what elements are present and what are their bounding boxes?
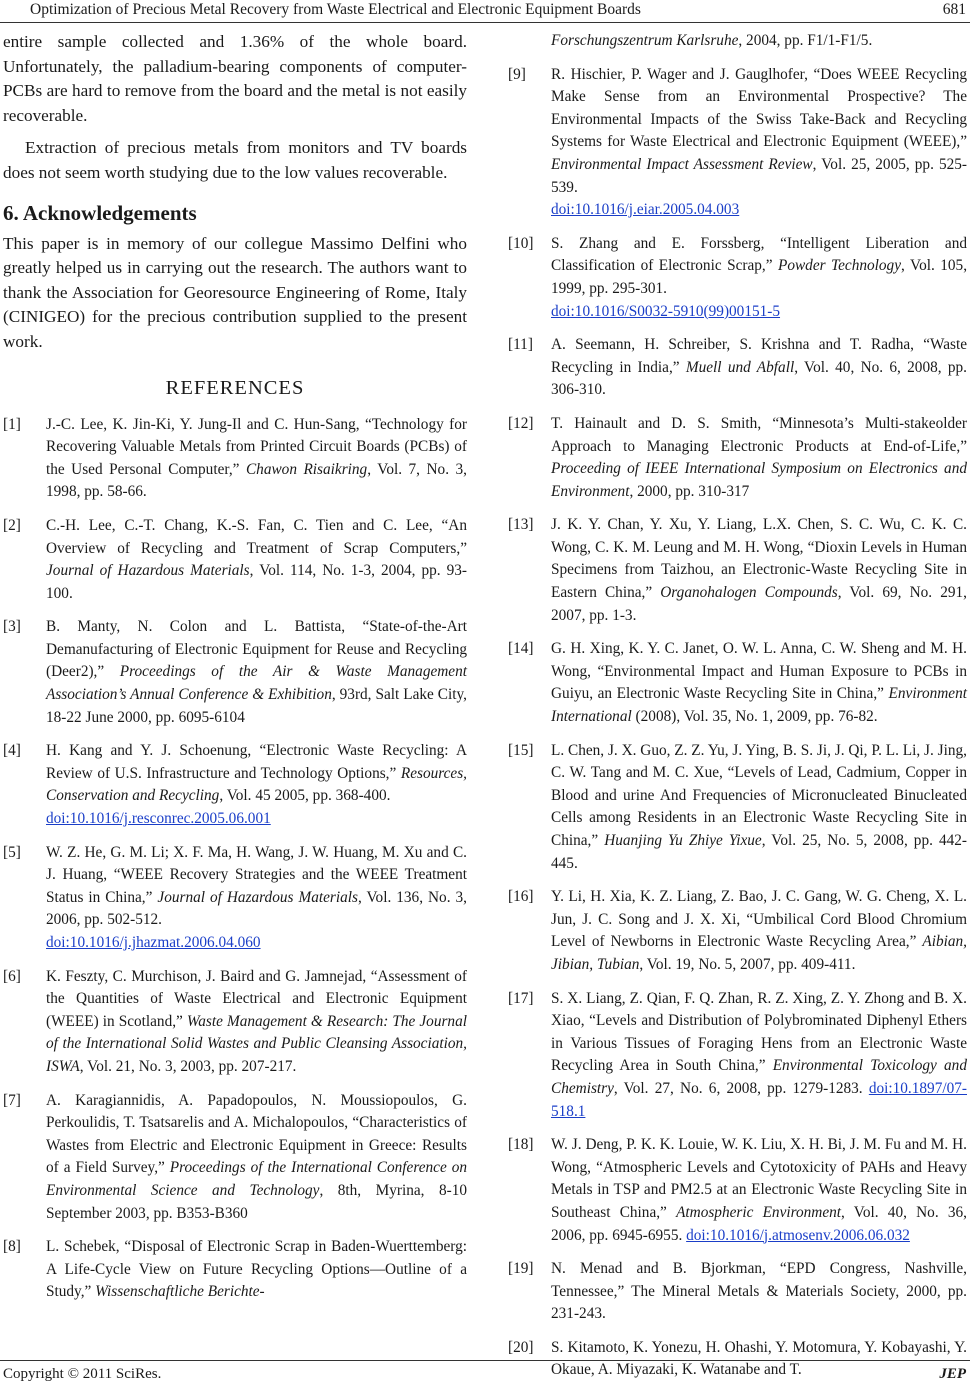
reference-item bbox=[508, 988, 967, 1124]
reference-details: , Vol. 7, No. 3, 1998, pp. 58-66. bbox=[46, 460, 467, 501]
reference-item bbox=[508, 1258, 967, 1326]
reference-journal: Wissenschaftliche Berichte- bbox=[95, 1283, 265, 1301]
reference-authors-title: S. Kitamoto, K. Yonezu, H. Ohashi, Y. Motomura, Y. Kobayashi, Y. Okaue, A. Miyazaki, K. Watanabe and T. bbox=[551, 1338, 967, 1379]
references-heading: REFERENCES bbox=[165, 376, 305, 399]
reference-item bbox=[508, 1134, 967, 1247]
reference-number: [5] bbox=[3, 843, 21, 861]
reference-number: [17] bbox=[508, 989, 534, 1007]
reference-journal: Forschungszentrum Karlsruhe bbox=[551, 32, 739, 49]
reference-number: [7] bbox=[3, 1091, 21, 1109]
reference-details: , Vol. 25, 2005, pp. 525-539. bbox=[551, 155, 967, 196]
reference-journal: Proceedings of the International Conference on Environmental Science and Technology bbox=[46, 1159, 467, 1199]
doi-link[interactable]: doi:10.1897/07-518.1 bbox=[551, 1079, 967, 1120]
reference-journal: Organohalogen Compounds bbox=[660, 584, 838, 602]
reference-details: (2008), Vol. 35, No. 1, 2009, pp. 76-82. bbox=[631, 708, 878, 726]
reference-journal: Chawon Risaikring bbox=[245, 460, 368, 478]
left-column bbox=[3, 30, 467, 1315]
reference-authors-title: B. Manty, N. Colon and L. Battista, “State-of-the-Art Demanufacturing of Electronic Equipment for Reuse and Recycling (Deer2),” bbox=[46, 618, 467, 681]
reference-details: , Vol. 69, No. 291, 2007, pp. 1-3. bbox=[551, 584, 967, 624]
reference-item bbox=[508, 514, 967, 627]
reference-authors-title: R. Hischier, P. Wager and J. Gauglhofer, “Does WEEE Recycling Make Sense from an Environmental Prospective? The Environmental Impacts of the Swiss Take-Back and Recycling Systems for Waste Electrical and Electronic Equipment (WEEE),” bbox=[551, 65, 967, 151]
reference-authors-title: K. Feszty, C. Murchison, J. Baird and G. Jamnejad, “Assessment of the Quantities of Waste Electrical and Electronic Equipment (WEEE) in Scotland,” bbox=[46, 967, 467, 1030]
footer-rule bbox=[0, 1360, 970, 1361]
reference-details: , Vol. 19, No. 5, 2007, pp. 409-411. bbox=[639, 955, 856, 973]
reference-journal: Aibian, Jibian, Tubian bbox=[551, 933, 967, 973]
reference-item bbox=[508, 886, 967, 976]
reference-journal: Environmental Impact Assessment Review bbox=[551, 155, 813, 173]
reference-list-right bbox=[508, 64, 967, 1382]
reference-item bbox=[508, 638, 967, 728]
reference-journal: Huanjing Yu Zhiye Yixue bbox=[604, 832, 762, 849]
reference-details: , Vol. 40, No. 6, 2008, pp. 306-310. bbox=[551, 358, 967, 399]
page-footer bbox=[0, 1360, 970, 1386]
reference-details: , 2004, pp. F1/1-F1/5. bbox=[738, 32, 873, 49]
reference-item bbox=[3, 515, 467, 605]
reference-item bbox=[3, 740, 467, 830]
reference-authors-title: G. H. Xing, K. Y. C. Janet, O. W. L. Anna, C. W. Sheng and M. H. Wong, “Environmental Impact and Human Exposure to PCBs in Guiyu, an Electronic Waste Recycling Site in China,” bbox=[551, 640, 967, 703]
reference-authors-title: J.-C. Lee, K. Jin-Ki, Y. Jung-Il and C. Hun-Sang, “Technology for Recovering Valuable Metals from Printed Circuit Boards (PCBs) of the Used Personal Computer,” bbox=[46, 415, 467, 478]
reference-number: [2] bbox=[3, 516, 21, 534]
reference-authors-title: A. Karagiannidis, A. Papadopoulos, N. Moussiopoulos, G. Perkoulidis, T. Tsatsarelis and A. Michalopoulos, “Characteristics of Wastes from Electric and Electronic Equipment in Greece: Results of a Field Survey,” bbox=[46, 1091, 467, 1177]
reference-journal: Journal of Hazardous Materials bbox=[46, 562, 250, 580]
doi-link[interactable]: doi:10.1016/j.atmosenv.2006.06.032 bbox=[686, 1226, 910, 1244]
journal-abbrev: JEP bbox=[939, 1366, 966, 1382]
page-header bbox=[0, 0, 970, 26]
reference-item bbox=[3, 1236, 467, 1304]
reference-authors-title: A. Seemann, H. Schreiber, S. Krishna and T. Radha, “Waste Recycling in India,” bbox=[551, 336, 967, 376]
running-title: Optimization of Precious Metal Recovery from Waste Electrical and Electronic Equipment Boards bbox=[30, 1, 641, 18]
reference-authors-title: S. Zhang and E. Forssberg, “Intelligent Liberation and Classification of Electronic Scrap,” bbox=[551, 234, 967, 275]
reference-number: [19] bbox=[508, 1260, 534, 1278]
reference-journal: Environment International bbox=[551, 685, 967, 726]
reference-authors-title: H. Kang and Y. J. Schoenung, “Electronic Waste Recycling: A Review of U.S. Infrastructure and Technology Options,” bbox=[46, 742, 467, 782]
reference-authors-title: L. Chen, J. X. Guo, Z. Z. Yu, J. Ying, B. S. Ji, J. Qi, P. L. Li, J. Jing, C. W. Tang and M. C. Xue, “Levels of Lead, Cadmium, Copper in Blood and urine And Frequencies of Micronucleated Binucleated Cells among Residents in an Electronic Waste Recycling Site in China,” bbox=[551, 741, 967, 849]
reference-details: , Vol. 136, No. 3, 2006, pp. 502-512. bbox=[46, 888, 467, 929]
reference-details: , Vol. 45 2005, pp. 368-400. bbox=[219, 787, 391, 805]
reference-details: , 2000, pp. 310-317 bbox=[629, 482, 750, 500]
copyright: Copyright © 2011 SciRes. bbox=[3, 1366, 162, 1382]
reference-number: [18] bbox=[508, 1136, 534, 1154]
reference-details: , 93rd, Salt Lake City, 18-22 June 2000, pp. 6095-6104 bbox=[46, 686, 467, 726]
reference-journal: Resources, Conservation and Recycling bbox=[46, 764, 467, 805]
reference-number: [6] bbox=[3, 967, 21, 985]
section-heading: 6. Acknowledgements bbox=[3, 200, 197, 225]
reference-journal: Proceedings of the Air & Waste Management Association’s Annual Conference & Exhibition bbox=[46, 663, 467, 704]
reference-details: , Vol. 25, No. 5, 2008, pp. 442-445. bbox=[551, 832, 968, 872]
reference-journal: Waste Management & Research: The Journal of the International Solid Wastes and Public Cleansing Association, ISWA bbox=[46, 1012, 467, 1075]
doi-link[interactable]: doi:10.1016/j.eiar.2005.04.003 bbox=[551, 201, 740, 219]
reference-item bbox=[3, 616, 467, 729]
reference-journal: Powder Technology bbox=[777, 257, 901, 275]
doi-link[interactable]: doi:10.1016/j.jhazmat.2006.04.060 bbox=[46, 934, 261, 951]
reference-journal: Proceeding of IEEE International Symposium on Electronics and Environment bbox=[551, 460, 967, 500]
reference-number: [11] bbox=[508, 336, 533, 354]
reference-number: [20] bbox=[508, 1338, 534, 1356]
reference-item bbox=[508, 233, 967, 323]
reference-number: [4] bbox=[3, 742, 21, 760]
body-paragraph: Extraction of precious metals from monitors and TV boards does not seem worth studying due to the low values recoverable. bbox=[3, 138, 467, 182]
doi-link[interactable]: doi:10.1016/j.resconrec.2005.06.001 bbox=[46, 810, 271, 828]
reference-journal: Atmospheric Environment bbox=[676, 1203, 842, 1221]
reference-number: [13] bbox=[508, 516, 534, 534]
reference-item bbox=[508, 740, 967, 876]
reference-number: [8] bbox=[3, 1238, 21, 1256]
body-paragraph: entire sample collected and 1.36% of the whole board. Unfortunately, the palladium-bearing components of computer-PCBs are hard to remove from the board and the metal is not easily recoverable. bbox=[3, 32, 467, 125]
reference-details: , Vol. 40, No. 36, 2006, pp. 6945-6955. bbox=[551, 1203, 967, 1244]
reference-number: [9] bbox=[508, 65, 526, 83]
reference-authors-title: T. Hainault and D. S. Smith, “Minnesota’s Multi-stakeolder Approach to Managing Electronic Products at End-of-Life,” bbox=[551, 414, 967, 455]
reference-number: [15] bbox=[508, 741, 534, 759]
acknowledgement-text: This paper is in memory of our collegue Massimo Delfini who greatly helped us in carrying out the research. The authors want to thank the Association for Georesource Engineering of Rome, Italy (CINIGEO) for the precious contribution supplied to the present work. bbox=[3, 233, 467, 351]
reference-number: [16] bbox=[508, 888, 534, 906]
reference-authors-title: S. X. Liang, Z. Qian, F. Q. Zhan, R. Z. Xing, Z. Y. Zhong and B. X. Xiao, “Levels and Distribution of Polybrominated Diphenyl Ethers in Various Tissues of Foraging Hens from an Electronic Waste Recycling Area in South China,” bbox=[551, 989, 967, 1075]
reference-item bbox=[3, 966, 467, 1079]
reference-authors-title: L. Schebek, “Disposal of Electronic Scrap in Baden-Wuerttemberg: A Life-Cycle View on Future Recycling Options—Outline of a Study,” bbox=[46, 1238, 467, 1301]
reference-item bbox=[3, 1090, 467, 1226]
reference-authors-title: J. K. Y. Chan, Y. Xu, Y. Liang, L.X. Chen, S. C. Wu, C. K. C. Wong, C. K. M. Leung and M. H. Wong, “Dioxin Levels in Human Specimens from Taizhou, an Electronic-Waste Recycling Site in Eastern China,” bbox=[551, 516, 967, 602]
reference-details: , Vol. 105, 1999, pp. 295-301. bbox=[551, 257, 968, 297]
reference-journal: Muell und Abfall bbox=[685, 358, 795, 376]
reference-details: , Vol. 27, No. 6, 2008, pp. 1279-1283. bbox=[613, 1079, 869, 1097]
reference-authors-title: Y. Li, H. Xia, K. Z. Liang, Z. Bao, J. C. Gang, W. G. Cheng, X. L. Jun, J. C. Song and J. X. Xi, “Umbilical Cord Blood Chromium Level of Newborns in Electronic Waste Recycling Area,” bbox=[551, 888, 967, 951]
reference-authors-title: W. Z. He, G. M. Li; X. F. Ma, H. Wang, J. W. Huang, M. Xu and C. J. Huang, “WEEE Recovery Strategies and the WEEE Treatment Status in China,” bbox=[46, 843, 467, 906]
reference-number: [1] bbox=[3, 415, 21, 433]
header-rule bbox=[0, 22, 970, 23]
reference-item bbox=[508, 413, 967, 503]
reference-number: [10] bbox=[508, 234, 534, 252]
right-column bbox=[508, 30, 967, 1393]
reference-details: , Vol. 114, No. 1-3, 2004, pp. 93-100. bbox=[46, 562, 467, 602]
reference-authors-title: C.-H. Lee, C.-T. Chang, K.-S. Fan, C. Tien and C. Lee, “An Overview of Recycling and Treatment of Scrap Computers,” bbox=[46, 516, 467, 557]
reference-item bbox=[3, 414, 467, 504]
reference-item bbox=[508, 334, 967, 402]
reference-journal: Journal of Hazardous Materials bbox=[157, 888, 358, 906]
reference-authors-title: N. Menad and B. Bjorkman, “EPD Congress, Nashville, Tennessee,” The Mineral Metals & Materials Society, 2000, pp. 231-243. bbox=[551, 1260, 967, 1323]
reference-list-left bbox=[3, 414, 467, 1304]
reference-continuation bbox=[508, 30, 967, 53]
reference-item bbox=[508, 64, 967, 222]
reference-journal: Environmental Toxicology and Chemistry bbox=[551, 1057, 967, 1097]
doi-link[interactable]: doi:10.1016/S0032-5910(99)00151-5 bbox=[551, 302, 781, 320]
reference-number: [14] bbox=[508, 640, 534, 658]
reference-details: , Vol. 21, No. 3, 2003, pp. 207-217. bbox=[79, 1057, 297, 1075]
reference-number: [12] bbox=[508, 414, 534, 432]
reference-authors-title: W. J. Deng, P. K. K. Louie, W. K. Liu, X. H. Bi, J. M. Fu and M. H. Wong, “Atmospheric Levels and Cytotoxicity of PAHs and Heavy Metals in TSP and PM2.5 at an Electronic Waste Recycling Site in Southeast China,” bbox=[551, 1136, 967, 1221]
reference-number: [3] bbox=[3, 618, 21, 636]
page-number: 681 bbox=[942, 1, 966, 18]
reference-item bbox=[3, 842, 467, 955]
reference-details: , 8th, Myrina, 8-10 September 2003, pp. B353-B360 bbox=[46, 1181, 467, 1222]
